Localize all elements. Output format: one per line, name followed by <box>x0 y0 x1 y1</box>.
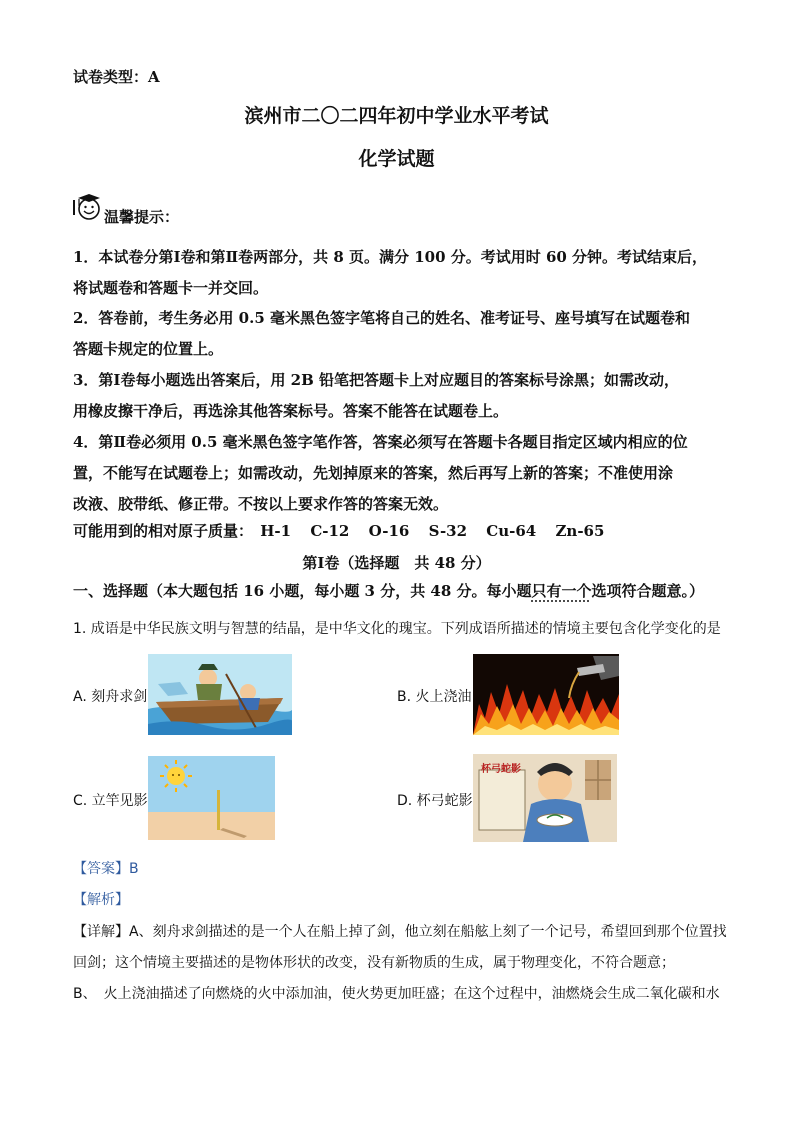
smiley-graduate-icon <box>72 191 104 221</box>
option-d-label: D. 杯弓蛇影 <box>397 793 473 809</box>
tip-4-line-2: 置，不能写在试题卷上；如需改动，先划掉原来的答案，然后再写上新的答案；不准使用涂 <box>73 464 674 482</box>
detail-line-1: 【详解】A、刻舟求剑描述的是一个人在船上掉了剑，他立刻在船舷上刻了一个记号，希望回到那个位置找 <box>73 924 727 940</box>
detail-line-2: 回剑；这个情境主要描述的是物体形状的改变，没有新物质的生成，属于物理变化，不符合题意； <box>73 955 675 971</box>
option-a-label: A. 刻舟求剑 <box>73 689 148 705</box>
detail-line-3: B、 火上浇油描述了向燃烧的火中添加油，使火势更加旺盛；在这个过程中，油燃烧会生成二氧化碳和水 <box>73 986 720 1002</box>
tip-2-line-2: 答题卡规定的位置上。 <box>73 340 224 358</box>
atomic-mass-o: O-16 <box>368 522 410 540</box>
part-heading-suffix: 选项符合题意。） <box>591 582 705 600</box>
option-d-picture <box>473 754 617 842</box>
answer-label: 【答案】B <box>73 861 139 877</box>
atomic-mass-zn: Zn-65 <box>555 522 605 540</box>
option-c-label: C. 立竿见影 <box>73 793 148 809</box>
option-b-label: B. 火上浇油 <box>397 689 472 705</box>
atomic-masses-label: 可能用到的相对原子质量： <box>73 522 254 540</box>
question-1-stem: 1. 成语是中华民族文明与智慧的结晶，是中华文化的瑰宝。下列成语所描述的情境主要包含化学变化的是 <box>73 621 721 637</box>
part-heading <box>73 580 704 601</box>
atomic-mass-h: H-1 <box>260 522 292 540</box>
option-a-picture <box>148 654 292 735</box>
atomic-mass-c: C-12 <box>310 522 350 540</box>
section-title: 第Ⅰ卷（选择题 共 48 分） <box>302 554 491 572</box>
analysis-label: 【解析】 <box>73 892 129 908</box>
part-heading-emphasis: 只有一个 <box>531 582 592 600</box>
tip-1-line-1: 1．本试卷分第Ⅰ卷和第Ⅱ卷两部分，共 8 页。满分 100 分。考试用时 60 分钟。考试结束后， <box>73 248 708 266</box>
exam-subtitle: 化学试题 <box>358 148 435 170</box>
tips-label: 温馨提示： <box>104 208 180 226</box>
tip-4-line-3: 改液、胶带纸、修正带。不按以上要求作答的答案无效。 <box>73 495 449 513</box>
option-c-picture <box>148 756 275 840</box>
tip-4-line-1: 4．第Ⅱ卷必须用 0.5 毫米黑色签字笔作答，答案必须写在答题卡各题目指定区域内相应的位 <box>73 433 688 451</box>
exam-title: 滨州市二〇二四年初中学业水平考试 <box>244 105 549 127</box>
option-d-picture-caption: 杯弓蛇影 <box>481 764 521 775</box>
tip-3-line-2: 用橡皮擦干净后，再选涂其他答案标号。答案不能答在试题卷上。 <box>73 402 509 420</box>
atomic-masses <box>73 520 618 541</box>
atomic-mass-cu: Cu-64 <box>486 522 537 540</box>
atomic-mass-s: S-32 <box>428 522 468 540</box>
tip-2-line-1: 2．答卷前，考生务必用 0.5 毫米黑色签字笔将自己的姓名、准考证号、座号填写在试题卷和 <box>73 309 690 327</box>
tip-1-line-2: 将试题卷和答题卡一并交回。 <box>73 279 269 297</box>
tip-3-line-1: 3．第Ⅰ卷每小题选出答案后，用 2B 铅笔把答题卡上对应题目的答案标号涂黑；如需改动， <box>73 371 680 389</box>
part-heading-prefix: 一、选择题（本大题包括 16 小题，每小题 3 分，共 48 分。每小题 <box>73 582 532 600</box>
option-b-picture <box>473 654 619 735</box>
paper-type: 试卷类型：A <box>73 68 160 86</box>
